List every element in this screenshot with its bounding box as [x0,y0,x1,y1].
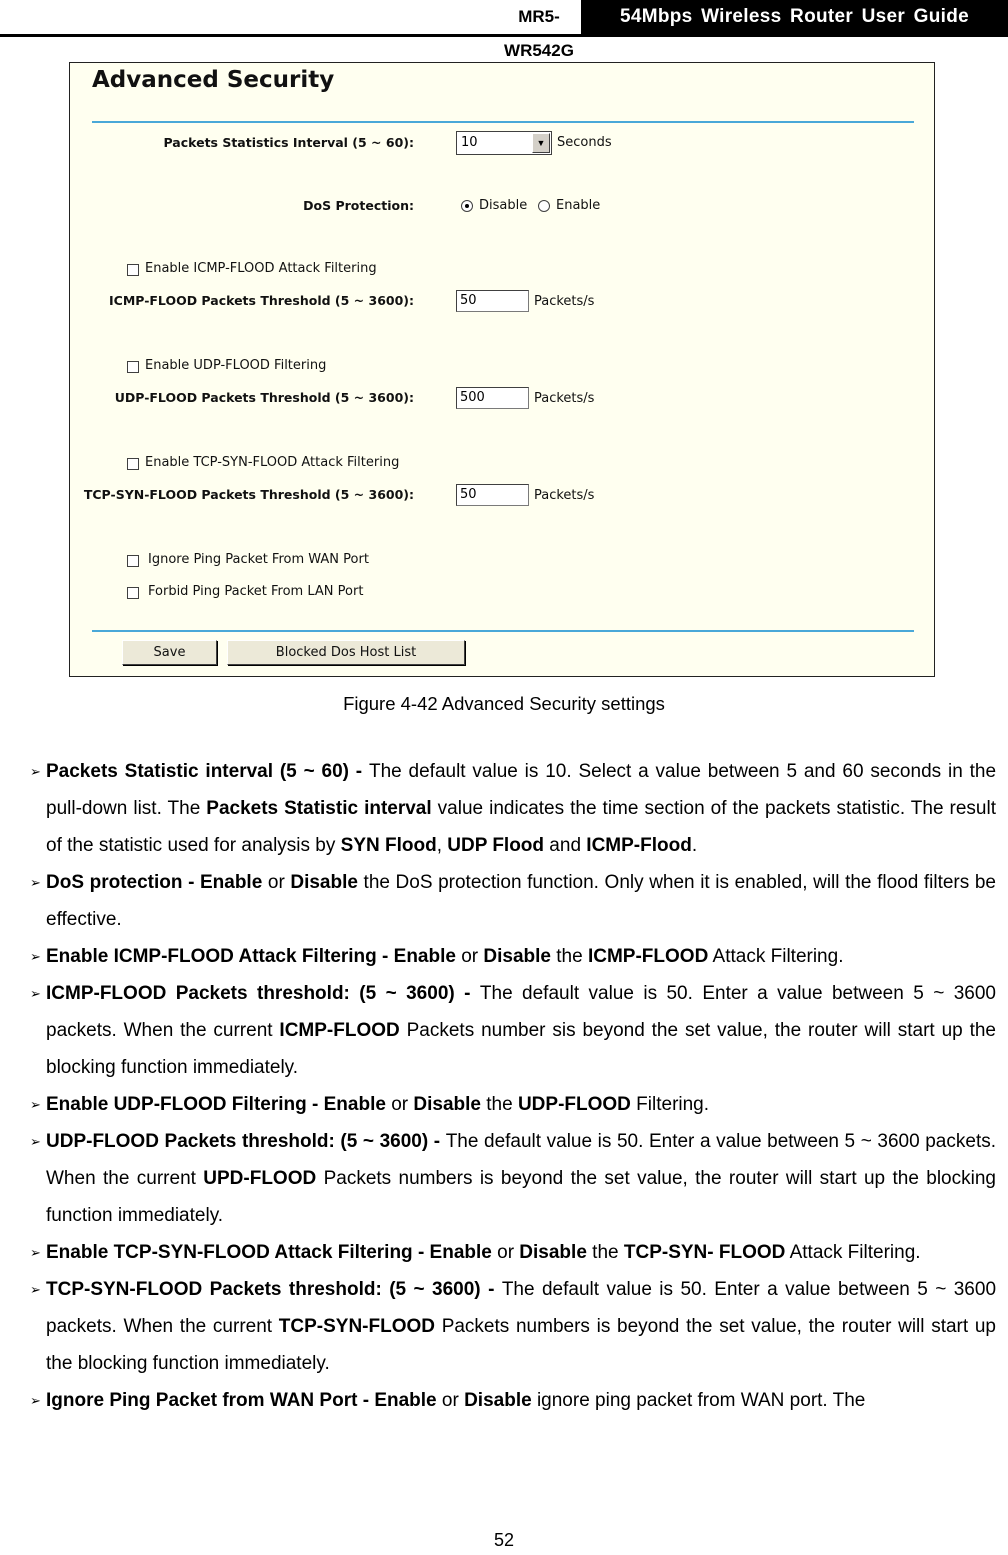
dos-disable-radio[interactable] [461,200,473,212]
arrow-bullet-icon: ➢ [30,764,41,779]
arrow-bullet-icon: ➢ [30,1393,41,1408]
header-guide-title: 54Mbps Wireless Router User Guide [581,0,1008,34]
icmp-enable-checkbox[interactable] [127,264,139,276]
interval-select[interactable] [456,131,552,155]
header-rule [0,34,1008,37]
dos-enable-radio[interactable] [538,200,550,212]
list-item: ➢ TCP-SYN-FLOOD Packets threshold: (5 ~ 3600) - The default value is 50. Enter a value between 5 ~ 3600 packets. When the current TCP-SYN-FLOOD Packets numbers is beyond the set value, the router will start up the blocking function immediately. [30,1271,996,1382]
save-button[interactable]: Save [122,640,217,665]
bottom-divider [92,630,914,632]
tcp-enable-checkbox[interactable] [127,458,139,470]
ignore-wan-ping-checkbox[interactable] [127,555,139,567]
tcp-enable-label: Enable TCP-SYN-FLOOD Attack Filtering [145,455,400,470]
interval-value: 10 [461,135,478,150]
tcp-unit: Packets/s [534,488,595,503]
list-item: ➢ DoS protection - Enable or Disable the DoS protection function. Only when it is enabled, will the flood filters be effective. [30,864,996,938]
udp-threshold-input[interactable]: 500 [456,387,529,409]
udp-enable-checkbox[interactable] [127,361,139,373]
arrow-bullet-icon: ➢ [30,875,41,890]
icmp-threshold-input[interactable]: 50 [456,290,529,312]
page-header [0,0,1008,60]
udp-threshold-label: UDP-FLOOD Packets Threshold (5 ~ 3600): [114,390,414,405]
list-item: ➢ Enable ICMP-FLOOD Attack Filtering - Enable or Disable the ICMP-FLOOD Attack Filtering. [30,938,996,975]
arrow-bullet-icon: ➢ [30,1134,41,1149]
arrow-bullet-icon: ➢ [30,1097,41,1112]
list-item: ➢ UDP-FLOOD Packets threshold: (5 ~ 3600) - The default value is 50. Enter a value between 5 ~ 3600 packets. When the current UPD-FLOOD Packets numbers is beyond the set value, the router will start up the blocking function immediately. [30,1123,996,1234]
icmp-enable-label: Enable ICMP-FLOOD Attack Filtering [145,261,377,276]
forbid-lan-ping-checkbox[interactable] [127,587,139,599]
description-list [30,753,996,1419]
list-item: ➢ Packets Statistic interval (5 ~ 60) - The default value is 10. Select a value between 5 and 60 seconds in the pull-down list. The Packets Statistic interval value indicates the time section of the packets statistic. The result of the statistic used for analysis by SYN Flood, UDP Flood and ICMP-Flood. [30,753,996,864]
forbid-lan-ping-label: Forbid Ping Packet From LAN Port [148,584,364,599]
udp-enable-label: Enable UDP-FLOOD Filtering [145,358,327,373]
arrow-bullet-icon: ➢ [30,949,41,964]
page-number: 52 [493,1530,515,1550]
figure-caption: Figure 4-42 Advanced Security settings [343,693,665,714]
list-item: ➢ Ignore Ping Packet from WAN Port - Enable or Disable ignore ping packet from WAN port. The [30,1382,996,1419]
list-item: ➢ Enable TCP-SYN-FLOOD Attack Filtering - Enable or Disable the TCP-SYN- FLOOD Attack Filtering. [30,1234,996,1271]
top-divider [92,121,914,123]
list-item: ➢ ICMP-FLOOD Packets threshold: (5 ~ 3600) - The default value is 50. Enter a value between 5 ~ 3600 packets. When the current ICMP-FLOOD Packets number sis beyond the set value, the router will start up the blocking function immediately. [30,975,996,1086]
udp-unit: Packets/s [534,391,595,406]
arrow-bullet-icon: ➢ [30,986,41,1001]
list-item: ➢ Enable UDP-FLOOD Filtering - Enable or Disable the UDP-FLOOD Filtering. [30,1086,996,1123]
dos-label: DoS Protection: [303,198,414,213]
tcp-threshold-input[interactable]: 50 [456,484,529,506]
chevron-down-icon[interactable]: ▼ [532,133,550,153]
dos-disable-label: Disable [479,198,528,213]
ignore-wan-ping-label: Ignore Ping Packet From WAN Port [148,552,369,567]
dos-enable-label: Enable [556,198,601,213]
icmp-unit: Packets/s [534,294,595,309]
icmp-threshold-label: ICMP-FLOOD Packets Threshold (5 ~ 3600): [109,293,414,308]
panel-title: Advanced Security [92,67,335,93]
interval-unit: Seconds [557,135,612,150]
arrow-bullet-icon: ➢ [30,1282,41,1297]
tcp-threshold-label: TCP-SYN-FLOOD Packets Threshold (5 ~ 3600): [83,487,414,502]
interval-label: Packets Statistics Interval (5 ~ 60): [163,135,414,150]
arrow-bullet-icon: ➢ [30,1245,41,1260]
header-model: MR5-WR542G [504,7,574,60]
blocked-dos-host-list-button[interactable]: Blocked Dos Host List [227,640,465,665]
advanced-security-screenshot [69,62,935,677]
